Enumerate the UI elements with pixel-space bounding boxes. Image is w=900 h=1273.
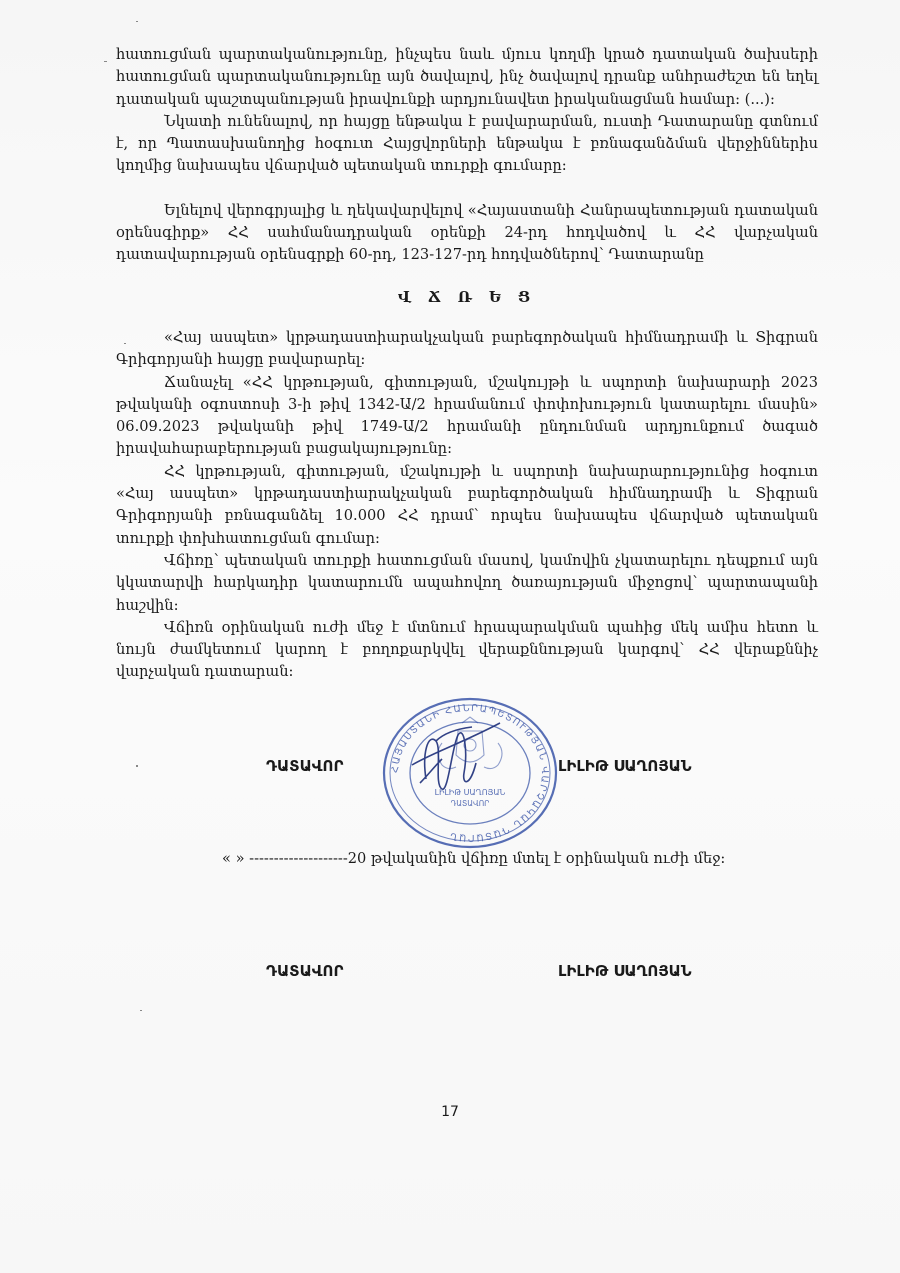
paragraph-gap [116,178,818,200]
judge-label: ԴԱՏԱՎՈՐ [266,962,344,980]
page-number: 17 [441,1104,459,1120]
judge-label: ԴԱՏԱՎՈՐ [266,757,344,775]
document-body [116,44,818,684]
body-paragraph: Նկատի ունենալով, որ հայցը ենթակա է բավարարման, ուստի Դատարանը գտնում է, որ Պատասխանողից հօգուտ Հայցվորների ենթակա է բռնագանձման վերջիններիս կողմից նախապես վճարված պետական տուրքի գումարը: [116,112,818,175]
entry-into-force-line: « » --------------------20 թվականին վճիռը մտել է օրինական ուժի մեջ: [222,850,726,867]
scan-speck [104,61,107,62]
seal-graphic [372,693,568,849]
seal-outer-text: ՀԱՅԱՍՏԱՆԻ ՀԱՆՐԱՊԵՏՈՒԹՅԱՆ ՎԱՐՉԱԿԱՆ ԴԱՏԱՐԱՆ [389,702,551,844]
seal-inner-role: ԴԱՏԱՎՈՐ [450,799,490,808]
court-seal [372,693,568,849]
signature-block-bottom [0,962,900,992]
body-paragraph: Ելնելով վերոգրյալից և ղեկավարվելով «Հայաստանի Հանրապետության դատական օրենսգիրք» ՀՀ սահմանադրական օրենքի 24-րդ հոդվածով և ՀՀ վարչական դատավարության օրենսգրքի 60-րդ, 123-127-րդ հոդվածներով՝ Դատարանը [116,201,818,264]
judge-name: ԼԻԼԻԹ ՍԱՂՈՅԱՆ [558,757,692,775]
decision-paragraph: ՀՀ կրթության, գիտության, մշակույթի և սպորտի նախարարությունից հօգուտ «Հայ ասպետ» կրթադաստիարակչական բարեգործական հիմնադրամի և Տիգրան Գրիգորյանի բռնագանձել 10.000 ՀՀ դրամ՝ որպես նախապես վճարված պետական տուրքի փոխհատուցման գումար: [116,462,818,547]
scan-speck [136,21,138,22]
seal-inner-name: ԼԻԼԻԹ ՍԱՂՈՅԱՆ [434,788,506,797]
decision-paragraph: Ճանաչել «ՀՀ կրթության, գիտության, մշակույթի և սպորտի նախարարի 2023 թվականի օգոստոսի 3-ի թիվ 1342-Ա/2 հրամանում փոփոխություն կատարելու մասին» 06.09.2023 թվականի թիվ 1749-Ա/2 հրամանի ընդունման արդյունքում ծագած իրավահարաբերության բացակայությունը: [116,373,818,458]
coat-of-arms-icon [438,717,502,769]
handwritten-signature [412,723,500,789]
decision-paragraph: «Հայ ասպետ» կրթադաստիարակչական բարեգործական հիմնադրամի և Տիգրան Գրիգորյանի հայցը բավարարել: [116,328,818,369]
scan-speck [140,1010,142,1011]
decision-paragraph: Վճիռը՝ պետական տուրքի հատուցման մասով, կամովին չկատարելու դեպքում այն կկատարվի հարկադիր կատարումն ապահովող ծառայության միջոցով՝ պարտապանի հաշվին: [116,551,818,614]
decision-paragraph: Վճիռն օրինական ուժի մեջ է մտնում հրապարակման պահից մեկ ամիս հետո և նույն ժամկետում կարող է բողոքարկվել վերաքննության կարգով՝ ՀՀ վերաքննիչ վարչական դատարան: [116,618,818,681]
body-paragraph: հատուցման պարտականությունը, ինչպես նաև մյուս կողմի կրած դատական ծախսերի հատուցման պարտականությունը այն ծավալով, ինչ ծավալով դրանք անհրաժեշտ են եղել դատական պաշտպանության իրավունքի արդյունավետ իրականացման համար: (...): [116,46,818,108]
decision-title: Վ Ճ Ռ Ե Ց [397,288,537,306]
judge-name: ԼԻԼԻԹ ՍԱՂՈՅԱՆ [558,962,692,980]
